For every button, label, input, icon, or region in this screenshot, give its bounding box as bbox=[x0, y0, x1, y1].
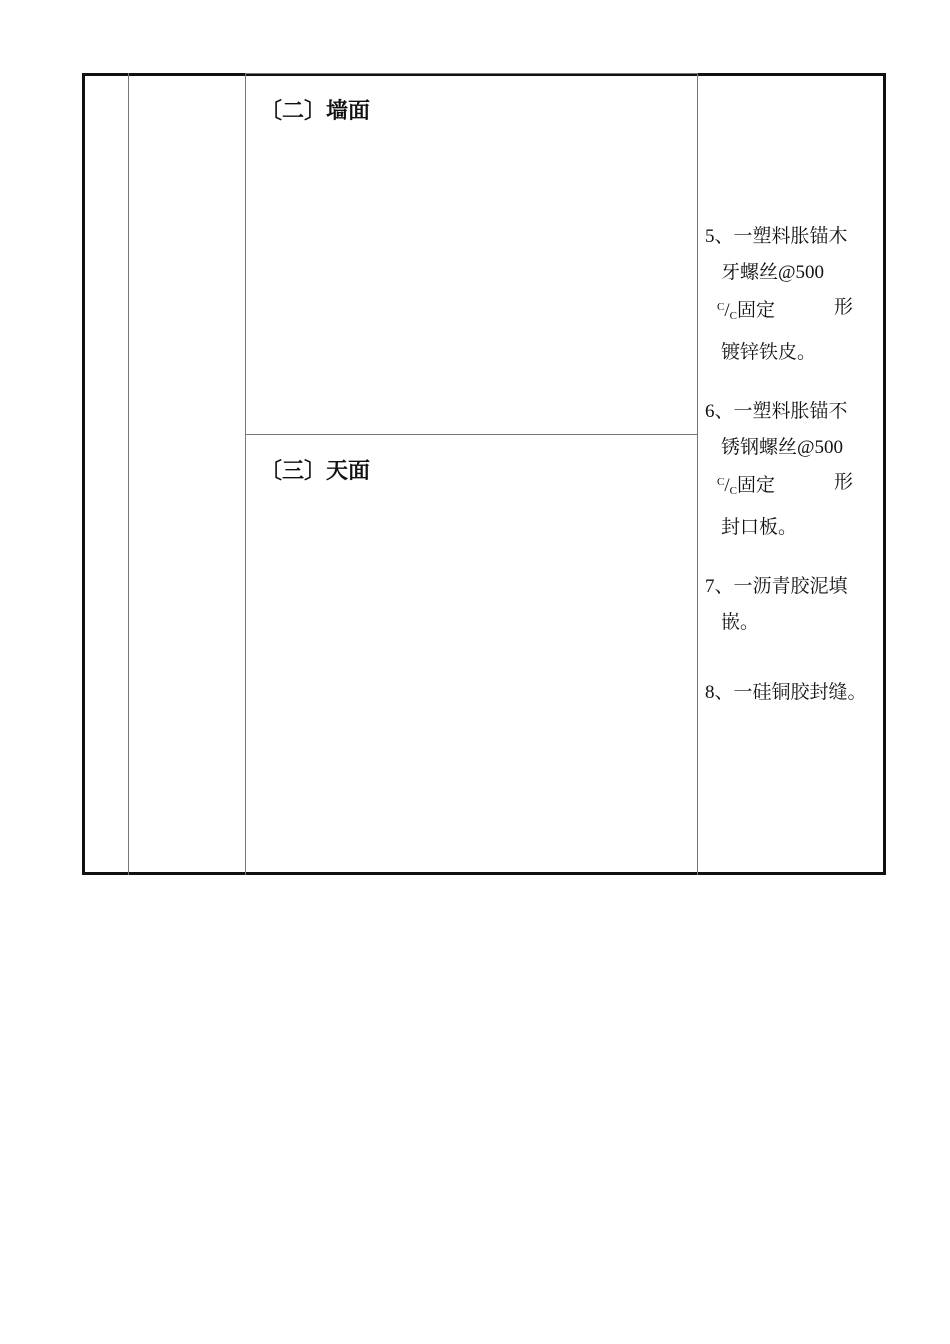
note-7-line-1: 7、一沥青胶泥填 bbox=[705, 576, 848, 597]
note-6-line-1: 6、一塑料胀锚不 bbox=[705, 401, 848, 422]
note-6-line-2: 锈钢螺丝@500 bbox=[721, 436, 843, 458]
note-8-line-1: 8、一硅铜胶封缝。 bbox=[705, 682, 867, 703]
note-item-5 bbox=[705, 219, 875, 370]
note-6-spacing-label: $^C/_C$固定 bbox=[717, 475, 775, 497]
column-divider-2 bbox=[245, 73, 246, 875]
row-divider-top bbox=[245, 73, 697, 74]
note-5-line-4: 镀锌铁皮。 bbox=[721, 341, 817, 363]
note-item-7 bbox=[705, 569, 875, 640]
note-6-line-3 bbox=[705, 465, 853, 510]
wall-section-title: 〔二〕墙面 bbox=[260, 99, 371, 124]
note-7-line-2: 嵌。 bbox=[721, 611, 760, 633]
note-item-6 bbox=[705, 394, 875, 545]
row-divider-middle bbox=[245, 434, 697, 435]
note-6-line-4: 封口板。 bbox=[721, 516, 798, 538]
note-5-shape-label: 形 bbox=[833, 297, 853, 318]
column-divider-1 bbox=[128, 73, 129, 875]
note-5-line-2: 牙螺丝@500 bbox=[721, 261, 824, 283]
note-5-line-3 bbox=[705, 290, 853, 335]
ceiling-section-title: 〔三〕天面 bbox=[260, 459, 371, 484]
column-divider-3 bbox=[697, 73, 698, 875]
note-5-spacing-label: $^C/_C$固定 bbox=[717, 300, 775, 322]
note-6-shape-label: 形 bbox=[833, 472, 853, 493]
note-5-line-1: 5、一塑料胀锚木 bbox=[705, 226, 848, 247]
note-item-8 bbox=[705, 675, 875, 711]
